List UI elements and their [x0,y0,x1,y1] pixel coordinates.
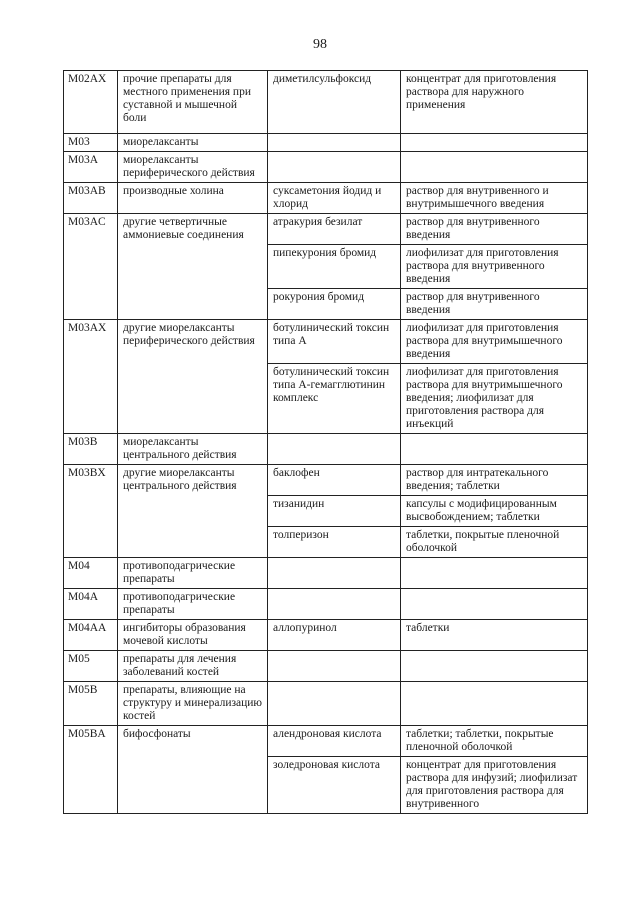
form-cell [401,134,588,152]
table-row [64,558,588,589]
table-row [64,620,588,651]
group-cell: другие четвертичные аммониевые соединения [118,214,268,320]
form-cell [401,558,588,589]
form-cell: раствор для внутривенного введения [401,289,588,320]
group-cell: препараты для лечения заболеваний костей [118,651,268,682]
group-cell: бифосфонаты [118,726,268,814]
table-row [64,726,588,757]
form-cell [401,682,588,726]
form-cell: концентрат для приготовления раствора для наружного применения [401,71,588,134]
atc-code-cell: M05B [64,682,118,726]
drug-cell [268,152,401,183]
drug-cell: толперизон [268,527,401,558]
form-cell: капсулы с модифицированным высвобождением; таблетки [401,496,588,527]
atc-code-cell: M03BX [64,465,118,558]
drug-cell: суксаметония йодид и хлорид [268,183,401,214]
atc-code-cell: M03AB [64,183,118,214]
atc-code-cell: M02AX [64,71,118,134]
drug-cell: ботулинический токсин типа А-гемагглютинин комплекс [268,364,401,434]
table-row [64,589,588,620]
drug-cell: баклофен [268,465,401,496]
drug-cell: тизанидин [268,496,401,527]
atc-code-cell: M04AA [64,620,118,651]
drug-cell: аллопуринол [268,620,401,651]
form-cell: таблетки, покрытые пленочной оболочкой [401,527,588,558]
atc-code-cell: M03A [64,152,118,183]
drug-cell [268,682,401,726]
group-cell: препараты, влияющие на структуру и минерализацию костей [118,682,268,726]
table-row [64,465,588,496]
table-row [64,434,588,465]
atc-code-cell: M04 [64,558,118,589]
table-row [64,134,588,152]
atc-code-cell: M04A [64,589,118,620]
group-cell: производные холина [118,183,268,214]
form-cell: лиофилизат для приготовления раствора для внутривенного введения [401,245,588,289]
atc-code-cell: M03 [64,134,118,152]
form-cell: таблетки [401,620,588,651]
form-cell: лиофилизат для приготовления раствора для внутримышечного введения [401,320,588,364]
form-cell [401,589,588,620]
form-cell: раствор для интратекального введения; таблетки [401,465,588,496]
drug-cell: золедроновая кислота [268,757,401,814]
form-cell [401,152,588,183]
form-cell [401,651,588,682]
group-cell: прочие препараты для местного применения при суставной и мышечной боли [118,71,268,134]
table-row [64,651,588,682]
drug-cell [268,589,401,620]
atc-code-cell: M03B [64,434,118,465]
form-cell: раствор для внутривенного и внутримышечного введения [401,183,588,214]
drug-cell: алендроновая кислота [268,726,401,757]
table-row [64,71,588,134]
drug-table-container [63,70,587,814]
table-row [64,214,588,245]
drug-cell [268,134,401,152]
group-cell: другие миорелаксанты периферического действия [118,320,268,434]
atc-code-cell: M05 [64,651,118,682]
drug-cell: атракурия безилат [268,214,401,245]
drug-table [63,70,588,814]
group-cell: ингибиторы образования мочевой кислоты [118,620,268,651]
drug-cell: рокурония бромид [268,289,401,320]
group-cell: противоподагрические препараты [118,589,268,620]
drug-cell: ботулинический токсин типа А [268,320,401,364]
form-cell: концентрат для приготовления раствора для инфузий; лиофилизат для приготовления раствора для внутривенного [401,757,588,814]
form-cell: лиофилизат для приготовления раствора для внутримышечного введения; лиофилизат для приготовления раствора для инъекций [401,364,588,434]
group-cell: миорелаксанты периферического действия [118,152,268,183]
group-cell: противоподагрические препараты [118,558,268,589]
atc-code-cell: M03AC [64,214,118,320]
table-row [64,152,588,183]
table-row [64,320,588,364]
form-cell [401,434,588,465]
form-cell: таблетки; таблетки, покрытые пленочной оболочкой [401,726,588,757]
drug-cell: диметилсульфоксид [268,71,401,134]
atc-code-cell: M03AX [64,320,118,434]
drug-cell: пипекурония бромид [268,245,401,289]
atc-code-cell: M05BA [64,726,118,814]
page-number: 98 [313,37,327,52]
drug-cell [268,434,401,465]
table-row [64,183,588,214]
drug-cell [268,651,401,682]
group-cell: другие миорелаксанты центрального действия [118,465,268,558]
drug-cell [268,558,401,589]
group-cell: миорелаксанты [118,134,268,152]
form-cell: раствор для внутривенного введения [401,214,588,245]
table-row [64,682,588,726]
group-cell: миорелаксанты центрального действия [118,434,268,465]
